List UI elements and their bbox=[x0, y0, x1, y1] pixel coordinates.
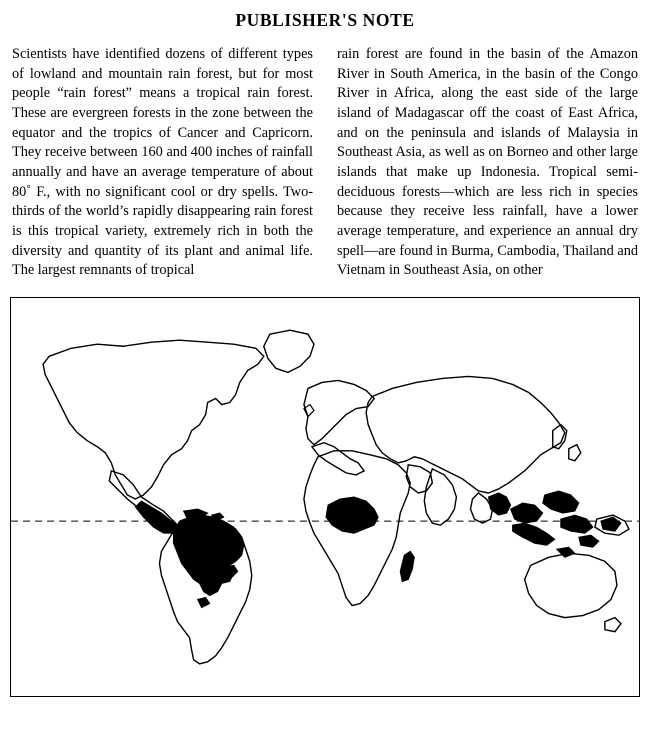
landmass-australia bbox=[525, 553, 621, 631]
world-map-svg bbox=[11, 298, 639, 696]
rain-forest-amazon bbox=[174, 515, 244, 607]
landmass-greenland bbox=[264, 330, 314, 372]
rain-forest-congo bbox=[326, 497, 378, 533]
rain-forest-southeast-asia bbox=[489, 491, 621, 557]
page-title: PUBLISHER'S NOTE bbox=[235, 10, 415, 30]
landmass-europe bbox=[304, 380, 374, 474]
text-column-left bbox=[12, 45, 313, 281]
landmass-british-isles bbox=[304, 404, 314, 416]
landmass-japan bbox=[553, 425, 581, 461]
body-text-columns bbox=[12, 45, 638, 281]
rain-forest-madagascar bbox=[400, 551, 414, 581]
text-column-right bbox=[337, 45, 638, 281]
publishers-note-page bbox=[0, 10, 650, 747]
landmass-north-america bbox=[43, 340, 264, 531]
paragraph-right: rain forest are found in the basin of the Amazon River in South America, in the basin of the Congo River in Africa, along the east side of the large island of Madagascar off the coast of East Africa, and on the peninsula and islands of Malaysia in Southeast Asia, as well as on Borneo and other large islands that make up Indonesia. Tropical semi-deciduous forests—which are less rich in species because they receive less rainfall, have a lower average temperature, and experience an annual dry spell—are found in Burma, Cambodia, Thailand and Vietnam in Southeast Asia, on other bbox=[337, 46, 638, 279]
world-map-figure bbox=[10, 297, 640, 697]
paragraph-left: Scientists have identified dozens of different types of lowland and mountain rain forest, but for most people “rain forest” means a tropical rain forest. These are evergreen forests in the zone between the equator and the tropics of Cancer and Capricorn. They receive between 160 and 400 inches of rainfall annually and have an average temperature of about 80˚ F., with no significant cool or dry spells. Two-thirds of the world’s rapidly disappearing rain forest is this tropical variety, extremely rich in both the diversity and quantity of its plant and animal life. The largest remnants of tropical bbox=[12, 46, 313, 279]
landmass-asia bbox=[366, 376, 565, 525]
